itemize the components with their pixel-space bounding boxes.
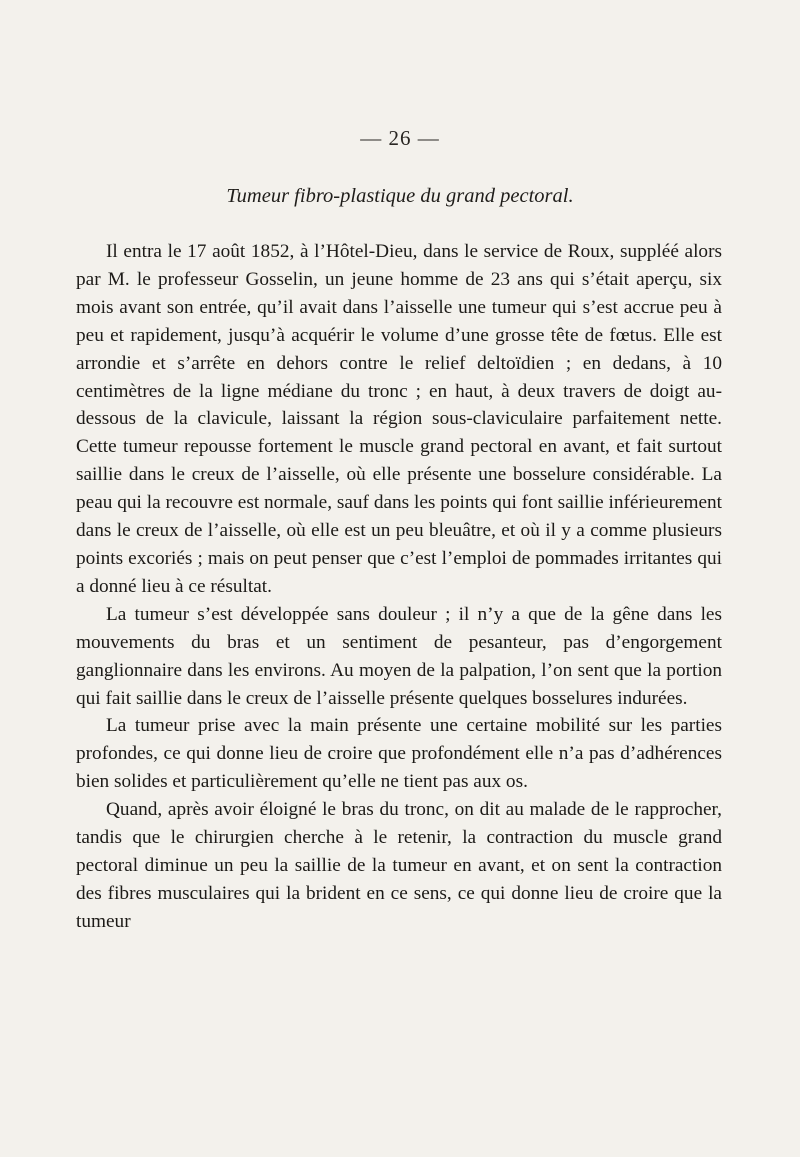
page-number: — 26 —: [360, 126, 440, 150]
paragraph-1: Il entra le 17 août 1852, à l’Hôtel-Dieu, dans le service de Roux, suppléé alors par M. le professeur Gosselin, un jeune homme de 23 ans qui s’était aperçu, six mois avant son entrée, qu’il avait dans l’aisselle une tumeur qui s’est accrue peu à peu et rapidement, jusqu’à acquérir le volume d’une grosse tête de fœtus. Elle est arrondie et s’arrête en dehors contre le relief deltoïdien ; en dedans, à 10 centimètres de la ligne médiane du tronc ; en haut, à deux travers de doigt au-dessous de la clavicule, laissant la région sous-claviculaire parfaitement nette. Cette tumeur repousse fortement le muscle grand pectoral en avant, et fait surtout saillie dans le creux de l’aisselle, où elle présente une bosselure considérable. La peau qui la recouvre est normale, sauf dans les points qui font saillie inférieurement dans le creux de l’aisselle, où elle est un peu bleuâtre, et où il y a comme plusieurs points excoriés ; mais on peut penser que c’est l’emploi de pommades irritantes qui a donné lieu à ce résultat.: [76, 241, 722, 597]
body-text: [76, 238, 722, 936]
page-title: Tumeur fibro-plastique du grand pectoral.: [226, 185, 574, 207]
paragraph-3: La tumeur prise avec la main présente une certaine mobilité sur les parties profondes, ce qui donne lieu de croire que profondément elle n’a pas d’adhérences bien solides et particulièrement qu’elle ne tient pas aux os.: [76, 715, 722, 793]
paragraph-2: La tumeur s’est développée sans douleur ; il n’y a que de la gêne dans les mouvements du bras et un sentiment de pesanteur, pas d’engorgement ganglionnaire dans les environs. Au moyen de la palpation, l’on sent que la portion qui fait saillie dans le creux de l’aisselle présente quelques bosselures indurées.: [76, 603, 722, 709]
paragraph-4: Quand, après avoir éloigné le bras du tronc, on dit au malade de le rapprocher, tandis que le chirurgien cherche à le retenir, la contraction du muscle grand pectoral diminue un peu la saillie de la tumeur en avant, et on sent la contraction des fibres musculaires qui la brident en ce sens, ce qui donne lieu de croire que la tumeur: [76, 799, 722, 932]
